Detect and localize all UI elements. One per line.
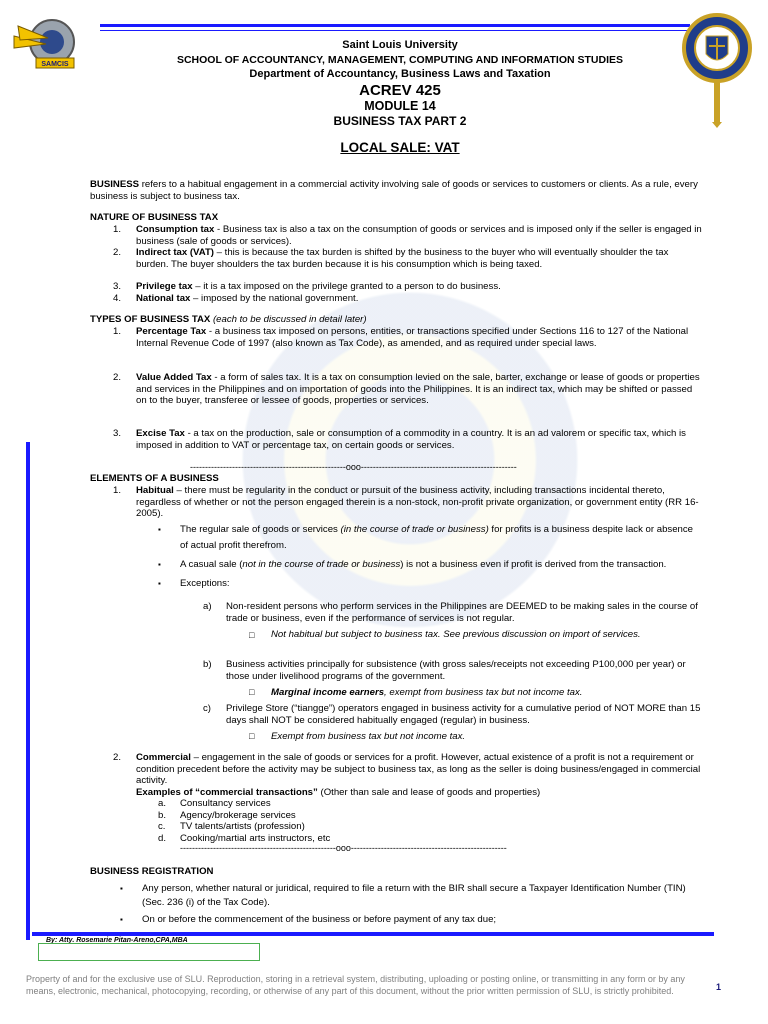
item-term: Habitual [136, 485, 174, 496]
examples-note: (Other than sale and lease of goods and properties) [317, 786, 541, 798]
item-number: 1. [113, 224, 122, 235]
types-list [113, 326, 703, 451]
list-item [158, 798, 703, 810]
item-number: 2. [113, 247, 122, 258]
list-item [113, 247, 703, 281]
bullet-italic: not in the course of trade or business [242, 559, 401, 570]
left-accent-bar [26, 442, 30, 940]
module-title: MODULE 14 [364, 99, 436, 113]
item-text: - a form of sales tax. It is a tax on consumption levied on the sale, barter, exchange or lease of goods or properties and services in the Philippines and on importation of goods into the Philippines. It is an indirect tax, which may be shifted or passed on to the buyer, transferee or lessee of goods, properties or services. [136, 372, 700, 406]
list-item [113, 293, 703, 305]
exception-item [203, 703, 703, 726]
item-number: 1. [113, 326, 122, 337]
exception-letter: a) [203, 601, 212, 612]
item-term: Consumption tax [136, 224, 215, 235]
intro-paragraph [90, 179, 698, 202]
bullet-icon: ▪ [158, 560, 161, 569]
bullet-icon: ▪ [120, 884, 123, 893]
samcis-logo-icon [10, 14, 90, 72]
author-line: By: Atty. Rosemarie Pitan-Areno,CPA,MBA [46, 937, 188, 944]
section-divider: ----------------------------------------------------ooo---------------------------------------------------- [180, 843, 507, 853]
item-text: – there must be regularity in the conduct or pursuit of the business activity, including transactions incidental thereto, regardless of whether or not the person engaged therein is a non-stock, non-profit private organization, or government entity (RR 16-2005). [136, 485, 699, 519]
item-number: 4. [113, 293, 122, 304]
box-icon: □ [249, 630, 255, 640]
exceptions-list [203, 601, 703, 747]
item-text: – this is because the tax burden is shifted by the business to the buyer who will eventually shoulder the tax burden. The buyer shoulders the tax burden because it is his consumption which is being taxed. [136, 247, 669, 270]
types-note: (each to be discussed in detail later) [212, 314, 367, 325]
note-bold: Marginal income earners [271, 687, 385, 698]
exception-note [203, 731, 703, 747]
elements-heading: ELEMENTS OF A BUSINESS [90, 473, 219, 484]
list-item [113, 224, 703, 247]
note-text: Exempt from business tax but not income tax. [271, 731, 466, 742]
footer-box [38, 943, 260, 961]
types-heading [90, 314, 367, 326]
habitual-bullets [158, 522, 698, 592]
exception-note [203, 687, 703, 703]
exception-item [203, 659, 703, 682]
list-item [158, 576, 698, 592]
intro-term: BUSINESS [90, 179, 140, 190]
item-text: – engagement in the sale of goods or services for a profit. However, actual existence of a profit is not a requirement or condition precedent before the activity may be subject to business tax, as long as the seller is doing business/engaged in commercial activity. [136, 752, 701, 786]
course-code: ACREV 425 [359, 82, 441, 99]
department-name: Department of Accountancy, Business Laws and Taxation [249, 68, 551, 80]
header-rule-thin [100, 30, 690, 31]
topic-title: LOCAL SALE: VAT [340, 140, 460, 155]
university-name: Saint Louis University [342, 39, 458, 51]
example-text: TV talents/artists (profession) [180, 821, 305, 832]
item-number: 3. [113, 281, 122, 292]
exception-text: Business activities principally for subsistence (with gross sales/receipts not exceeding P100,000 per year) or those under livelihood programs of the government. [226, 659, 686, 682]
school-name: SCHOOL OF ACCOUNTANCY, MANAGEMENT, COMPUTING AND INFORMATION STUDIES [176, 54, 624, 66]
registration-bullets [120, 882, 690, 927]
nature-list [113, 224, 703, 305]
exception-text: Privilege Store (“tiangge”) operators engaged in business activity for a cumulative period of NOT MORE than 15 days shall NOT be considered habitually engaged (regular) in business. [226, 703, 701, 726]
commercial-item [113, 752, 703, 844]
item-number: 1. [113, 485, 122, 496]
item-text: – it is a tax imposed on the privilege granted to a person to do business. [192, 281, 501, 292]
item-term: Privilege tax [136, 281, 193, 292]
bullet-text: A casual sale ( [180, 559, 243, 570]
item-term: National tax [136, 293, 191, 304]
header-rule-top [100, 24, 690, 27]
note-text: , exempt from business tax but not income tax. [384, 687, 583, 698]
bullet-icon: ▪ [120, 915, 123, 924]
bullet-icon: ▪ [158, 525, 161, 534]
exception-item [203, 601, 703, 624]
item-term: Percentage Tax [136, 326, 207, 337]
item-term: Commercial [136, 752, 191, 763]
item-number: 3. [113, 428, 122, 439]
list-item [158, 522, 698, 554]
list-item [113, 428, 703, 451]
example-letter: d. [158, 832, 167, 844]
examples-heading: Examples of “commercial transactions” [136, 786, 318, 798]
list-item [113, 326, 703, 372]
copyright-notice: Property of and for the exclusive use of SLU. Reproduction, storing in a retrieval system, distributing, uploading or posting online, or transmitting in any form or by any means, electronic, mechanical, photocopying, recording, or otherwise of any part of this document, without the prior written permission of SLU, is strictly prohibited. [26, 974, 685, 996]
habitual-item [113, 485, 703, 520]
samcis-logo-text: SAMCIS [41, 61, 69, 68]
example-text: Consultancy services [180, 798, 271, 809]
exception-letter: c) [203, 703, 211, 714]
item-term: Value Added Tax [136, 372, 212, 383]
list-item [120, 913, 690, 927]
item-text: - Business tax is also a tax on the consumption of goods or services and is imposed only if the seller is engaged in business (sale of goods or services). [136, 224, 702, 247]
bullet-text: ) is not a business even if profit is derived from the transaction. [400, 559, 667, 570]
item-number: 2. [113, 752, 122, 763]
exception-note [203, 627, 703, 659]
bullet-text: Any person, whether natural or juridical, required to file a return with the BIR shall secure a Taxpayer Identification Number (TIN) (Sec. 236 (i) of the Tax Code). [142, 883, 686, 908]
note-text: Not habitual but subject to business tax. See previous discussion on import of services. [271, 629, 641, 640]
item-term: Excise Tax [136, 428, 185, 439]
bullet-icon: ▪ [158, 579, 161, 588]
nature-heading: NATURE OF BUSINESS TAX [90, 212, 219, 223]
exceptions-label: Exceptions: [180, 578, 230, 589]
intro-text: refers to a habitual engagement in a commercial activity involving sale of goods or services to customers or clients. As a rule, every business is subject to business tax. [90, 179, 698, 202]
example-letter: a. [158, 798, 167, 809]
list-item [113, 281, 703, 293]
bullet-italic: (in the course of trade or business) [340, 524, 489, 535]
bullet-text: On or before the commencement of the business or before payment of any tax due; [142, 914, 497, 925]
item-text: – imposed by the national government. [190, 293, 359, 304]
box-icon: □ [249, 731, 255, 741]
examples-list [158, 798, 703, 844]
example-letter: c. [158, 821, 166, 832]
bullet-text: for profits is a business despite lack or absence of actual profit therefrom. [180, 524, 694, 551]
types-heading-text: TYPES OF BUSINESS TAX [90, 314, 211, 325]
list-item [158, 810, 703, 822]
page-number: 1 [716, 982, 722, 992]
box-icon: □ [249, 687, 255, 697]
list-item [113, 372, 703, 428]
example-text: Cooking/martial arts instructors, etc [180, 832, 331, 844]
registration-heading: BUSINESS REGISTRATION [90, 866, 214, 877]
list-item [158, 821, 703, 833]
bullet-text: The regular sale of goods or services [180, 524, 341, 535]
item-text: - a tax on the production, sale or consumption of a commodity in a country. It is an ad valorem or specific tax, which is imposed in addition to VAT or percentage tax, on certain goods or services. [136, 428, 686, 451]
item-number: 2. [113, 372, 122, 383]
list-item [120, 882, 690, 910]
item-term: Indirect tax (VAT) [136, 247, 214, 258]
section-divider: ----------------------------------------------------ooo---------------------------------------------------- [190, 462, 517, 472]
item-text: - a business tax imposed on persons, entities, or transactions specified under Sections 116 to 127 of the National Internal Revenue Code of 1997 (also known as Tax Code), as amended, and as required under special laws. [136, 326, 689, 349]
list-item [158, 557, 698, 573]
example-letter: b. [158, 809, 167, 821]
part-title: BUSINESS TAX PART 2 [333, 114, 467, 128]
example-text: Agency/brokerage services [180, 809, 296, 821]
exception-letter: b) [203, 659, 212, 670]
exception-text: Non-resident persons who perform services in the Philippines are DEEMED to be making sales in the course of trade or business, even if the performance of services is not regular. [226, 601, 698, 624]
